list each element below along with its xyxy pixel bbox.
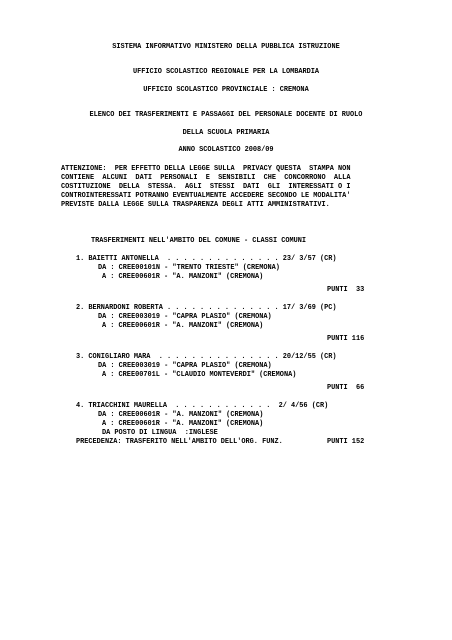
entry-points: PUNTI 33 [327,286,365,294]
entry-from-school: DA : CREE003019 - "CAPRA PLASIO" (CREMONA) [98,313,272,321]
notice-line: PREVISTE DALLA LEGGE SULLA TRASPARENZA DEGLI ATTI AMMINISTRATIVI. [61,201,330,209]
notice-line: ATTENZIONE: PER EFFETTO DELLA LEGGE SULLA PRIVACY QUESTA STAMPA NON [61,165,351,173]
entry-to-school: A : CREE00701L - "CLAUDIO MONTEVERDI" (CREMONA) [102,371,297,379]
entry-from-school: DA : CREE003019 - "CAPRA PLASIO" (CREMONA) [98,362,272,370]
entry-to-school: A : CREE00601R - "A. MANZONI" (CREMONA) [102,322,264,330]
section-title: TRASFERIMENTI NELL'AMBITO DEL COMUNE - CLASSI COMUNI [91,237,307,245]
header-ministry: SISTEMA INFORMATIVO MINISTERO DELLA PUBBLICA ISTRUZIONE [112,43,340,51]
entry-extra-note: DA POSTO DI LINGUA :INGLESE [102,429,218,437]
entry-to-school: A : CREE00601R - "A. MANZONI" (CREMONA) [102,273,264,281]
entry-precedence: PRECEDENZA: TRASFERITO NELL'AMBITO DELL'ORG. FUNZ. [76,438,283,446]
entry-from-school: DA : CREE00601R - "A. MANZONI" (CREMONA) [98,411,264,419]
header-list-title: ELENCO DEI TRASFERIMENTI E PASSAGGI DEL PERSONALE DOCENTE DI RUOLO [89,111,363,119]
entry-points: PUNTI 116 [327,335,365,343]
header-provincial-office: UFFICIO SCOLASTICO PROVINCIALE : CREMONA [143,86,309,94]
header-school-year: ANNO SCOLASTICO 2008/09 [178,146,274,154]
entry-header: 1. BAIETTI ANTONELLA . . . . . . . . . . . . . . 23/ 3/57 (CR) [76,255,337,263]
notice-line: CONTIENE ALCUNI DATI PERSONALI E SENSIBILI CHE CONCORRONO ALLA [61,174,351,182]
entry-header: 4. TRIACCHINI MAURELLA . . . . . . . . . . . . 2/ 4/56 (CR) [76,402,329,410]
entry-header: 3. CONIGLIARO MARA . . . . . . . . . . . . . . . 20/12/55 (CR) [76,353,337,361]
entry-points: PUNTI 66 [327,384,365,392]
header-school-type: DELLA SCUOLA PRIMARIA [182,129,270,137]
header-regional-office: UFFICIO SCOLASTICO REGIONALE PER LA LOMBARDIA [132,68,320,76]
entry-header: 2. BERNARDONI ROBERTA . . . . . . . . . . . . . . 17/ 3/69 (PC) [76,304,337,312]
notice-line: COSTITUZIONE DELLA STESSA. AGLI STESSI DATI GLI INTERESSATI O I [61,183,351,191]
notice-line: CONTROINTERESSATI POTRANNO EVENTUALMENTE ACCEDERE SECONDO LE MODALITA' [61,192,351,200]
entry-points: PUNTI 152 [327,438,365,446]
entry-to-school: A : CREE00601R - "A. MANZONI" (CREMONA) [102,420,264,428]
entry-from-school: DA : CREE00101N - "TRENTO TRIESTE" (CREMONA) [98,264,280,272]
